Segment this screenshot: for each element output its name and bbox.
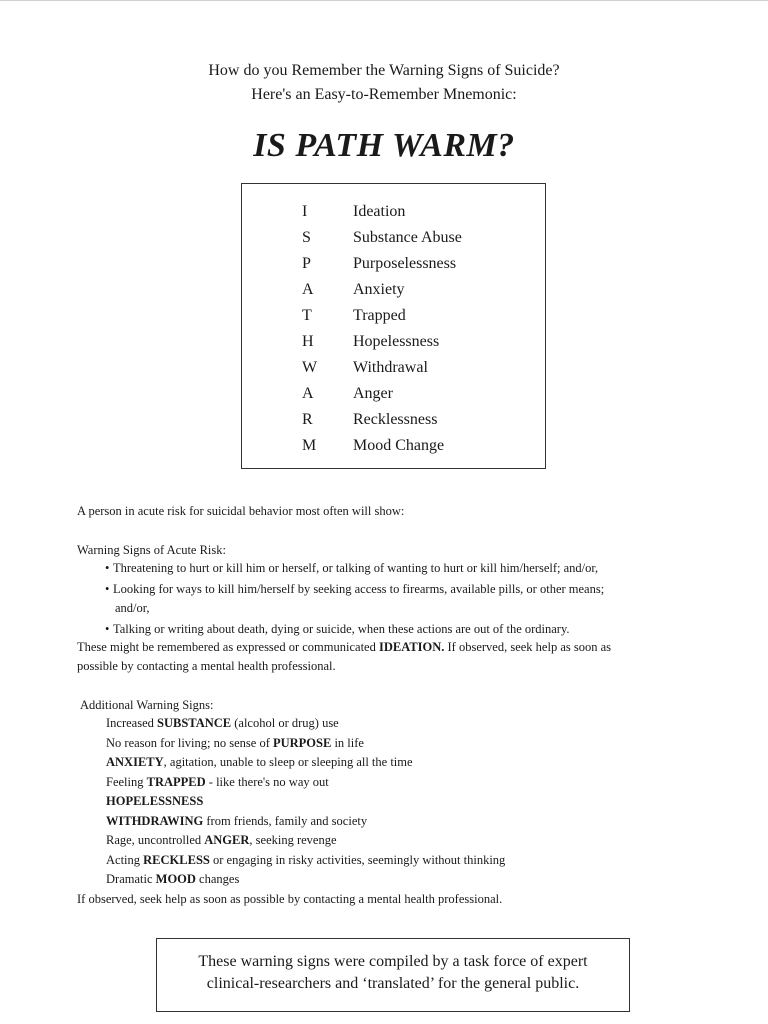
bullet-dot-icon: • [105, 582, 110, 596]
mnemonic-row [242, 381, 545, 407]
mnemonic-word: Anxiety [353, 281, 405, 298]
additional-sign-item: Increased SUBSTANCE (alcohol or drug) use [106, 716, 339, 730]
page-top-border [0, 0, 768, 1]
mnemonic-row [242, 225, 545, 251]
mnemonic-word: Mood Change [353, 437, 445, 454]
mnemonic-letter: A [302, 385, 314, 402]
source-note-line: These warning signs were compiled by a task force of expert [198, 953, 588, 970]
acute-bullet-item [105, 580, 604, 598]
additional-closing: If observed, seek help as soon as possible by contacting a mental health professional. [77, 892, 503, 906]
mnemonic-letter: S [302, 229, 311, 246]
sign-keyword: SUBSTANCE [157, 716, 232, 730]
mnemonic-row [242, 355, 545, 381]
mnemonic-box [241, 183, 546, 469]
source-note-box [156, 938, 630, 1012]
acute-bullet-item [105, 620, 570, 638]
page-title: IS PATH WARM? [253, 127, 515, 164]
mnemonic-row [242, 251, 545, 277]
additional-sign-item: Rage, uncontrolled ANGER, seeking revenge [106, 833, 337, 847]
mnemonic-row [242, 277, 545, 303]
mnemonic-word: Ideation [353, 203, 406, 220]
acute-risk-heading: Warning Signs of Acute Risk: [77, 543, 226, 557]
additional-sign-item: Dramatic MOOD changes [106, 872, 240, 886]
mnemonic-row [242, 303, 545, 329]
mnemonic-letter: T [302, 307, 312, 324]
mnemonic-word: Substance Abuse [353, 229, 462, 246]
sign-keyword: WITHDRAWING [106, 813, 204, 828]
additional-sign-item: No reason for living; no sense of PURPOSE in life [106, 735, 364, 750]
mnemonic-word: Anger [353, 385, 393, 402]
sign-keyword: ANXIETY [106, 755, 164, 769]
summary-text: If observed, seek help as soon as [444, 640, 612, 654]
intro-question: How do you Remember the Warning Signs of Suicide? [208, 62, 560, 79]
mnemonic-letter: H [302, 333, 314, 350]
additional-sign-item: Feeling TRAPPED - like there's no way out [106, 774, 329, 789]
sign-keyword: MOOD [155, 872, 196, 886]
sign-keyword: RECKLESS [143, 852, 210, 867]
mnemonic-letter: R [302, 411, 313, 428]
mnemonic-letter: A [302, 281, 314, 298]
mnemonic-row [242, 329, 545, 355]
mnemonic-letter: P [302, 255, 311, 272]
mnemonic-letter: W [302, 359, 318, 376]
sign-keyword: ANGER [204, 833, 250, 847]
acute-risk-intro: A person in acute risk for suicidal behavior most often will show: [77, 504, 405, 518]
ideation-summary-line2: possible by contacting a mental health professional. [77, 659, 336, 673]
ideation-keyword: IDEATION. [378, 640, 445, 654]
mnemonic-word: Purposelessness [353, 255, 457, 272]
acute-bullet-text: Looking for ways to kill him/herself by seeking access to firearms, available pills, or other means; [113, 582, 605, 596]
mnemonic-word: Recklessness [353, 411, 438, 428]
source-note-line: clinical-researchers and ‘translated’ for the general public. [206, 975, 580, 992]
sign-keyword: HOPELESSNESS [106, 794, 204, 808]
acute-bullet-text: Talking or writing about death, dying or suicide, when these actions are out of the ordinary. [113, 622, 570, 636]
additional-sign-item: ANXIETY, agitation, unable to sleep or sleeping all the time [106, 755, 413, 769]
sign-keyword: TRAPPED [146, 774, 206, 789]
acute-bullet-text: Threatening to hurt or kill him or herself, or talking of wanting to hurt or kill him/herself; and/or, [113, 561, 599, 575]
additional-sign-item: Acting RECKLESS or engaging in risky activities, seemingly without thinking [106, 852, 506, 867]
ideation-summary [77, 638, 611, 656]
mnemonic-row [242, 433, 545, 459]
bullet-dot-icon: • [105, 622, 110, 636]
mnemonic-word: Withdrawal [353, 359, 428, 376]
mnemonic-letter: M [302, 437, 317, 454]
acute-bullet-continuation: and/or, [115, 601, 150, 615]
acute-bullet-item [105, 559, 598, 577]
summary-text: These might be remembered as expressed or communicated [77, 640, 379, 654]
mnemonic-word: Trapped [353, 307, 406, 324]
additional-sign-item [106, 792, 203, 812]
additional-signs-heading: Additional Warning Signs: [80, 698, 214, 712]
bullet-dot-icon: • [105, 561, 110, 575]
mnemonic-letter: I [302, 203, 308, 220]
sign-keyword: PURPOSE [272, 735, 332, 750]
additional-sign-item: WITHDRAWING from friends, family and society [106, 813, 368, 828]
mnemonic-row [242, 407, 545, 433]
mnemonic-word: Hopelessness [353, 333, 440, 350]
mnemonic-row [242, 199, 545, 225]
intro-mnemonic-line: Here's an Easy-to-Remember Mnemonic: [251, 86, 517, 103]
